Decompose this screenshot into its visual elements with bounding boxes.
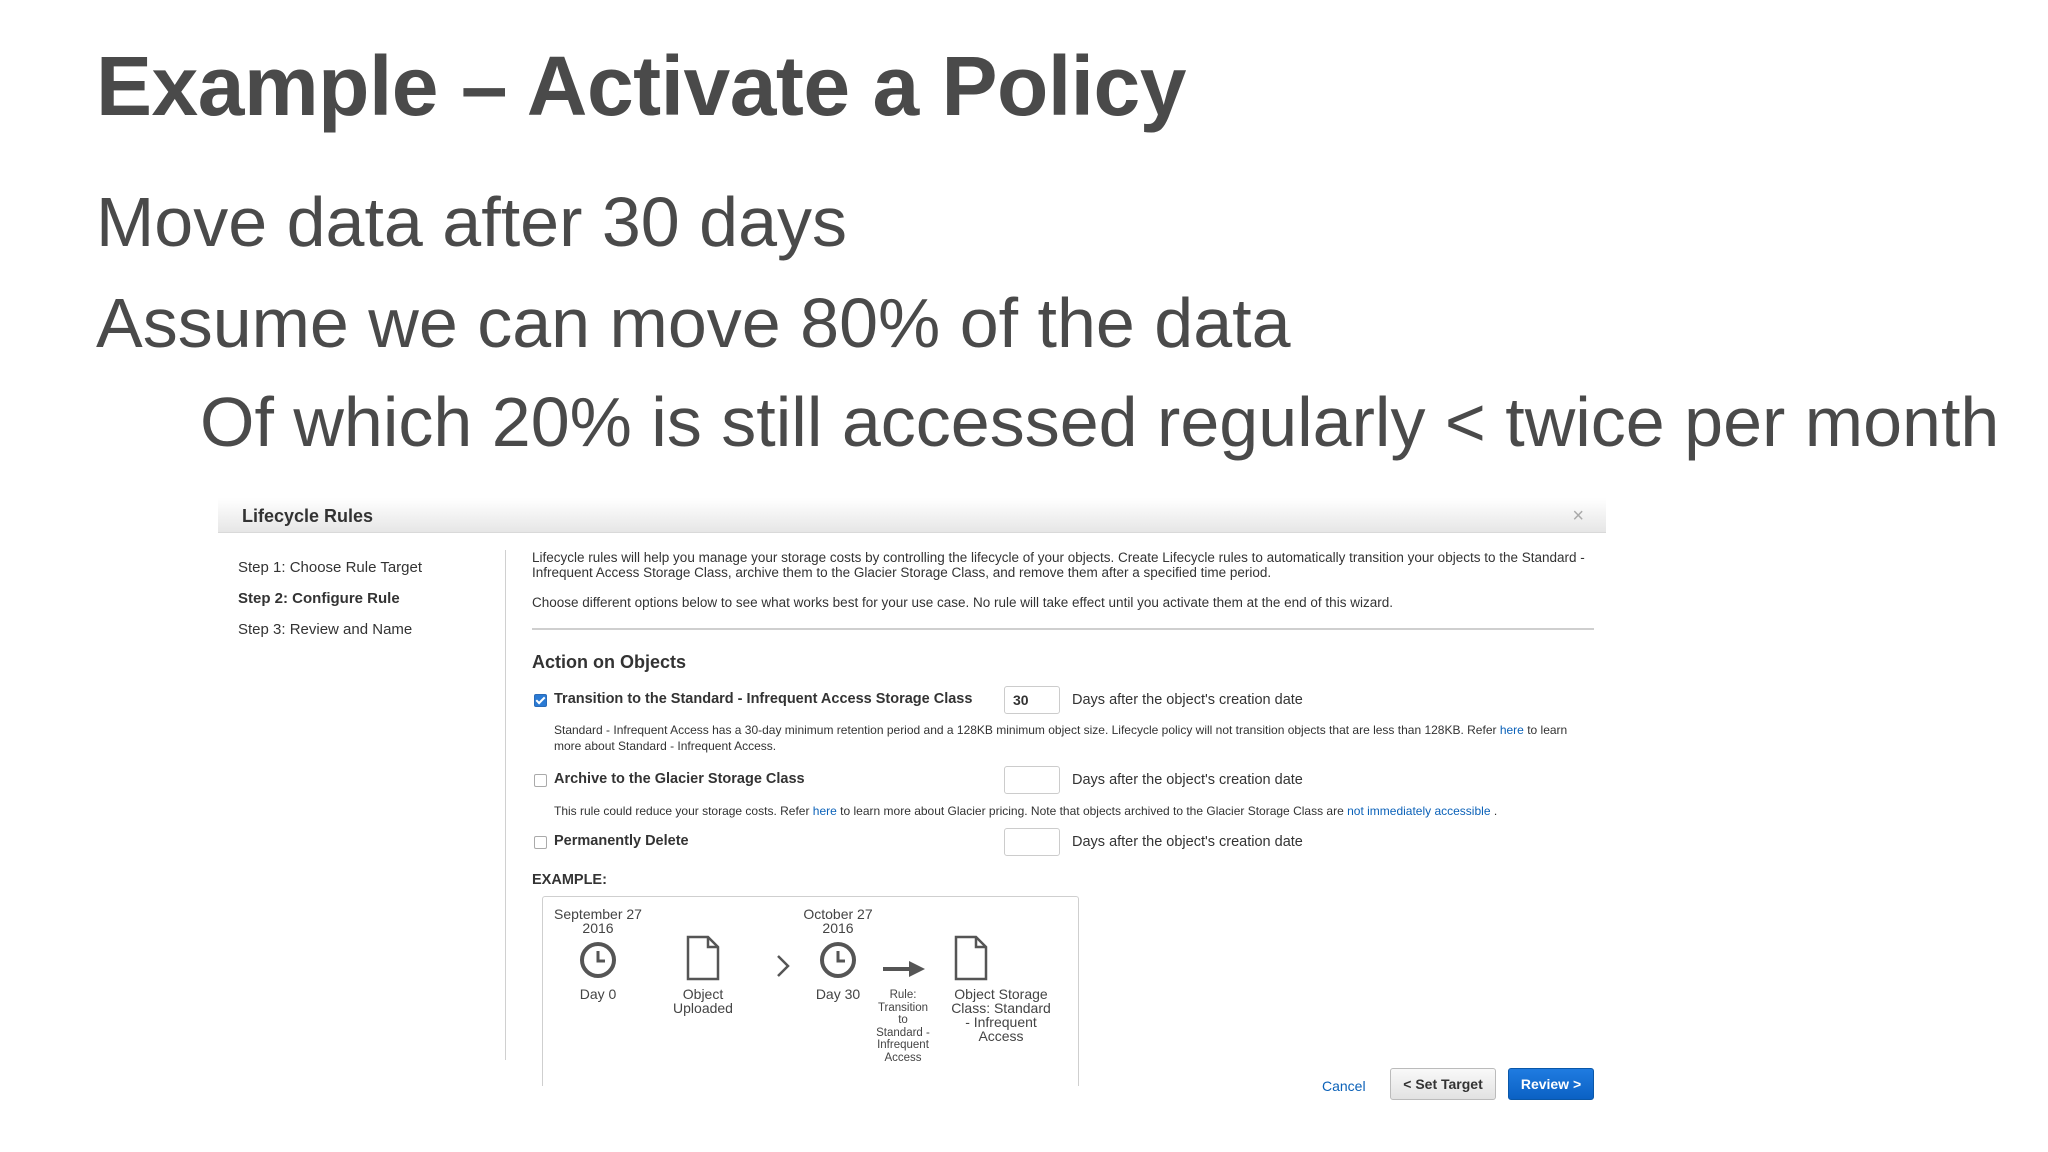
storage-line-1: Object Storage — [954, 986, 1048, 1002]
archive-here-link[interactable]: here — [812, 804, 837, 818]
set-target-button[interactable]: < Set Target — [1390, 1068, 1496, 1100]
archive-desc-text-mid: to learn more about Glacier pricing. Note that objects archived to the Glacier Storage Class are — [836, 804, 1348, 818]
bullet-assume-80: Assume we can move 80% of the data — [96, 284, 1291, 362]
lifecycle-rules-dialog — [218, 498, 1606, 1138]
arrow-right-icon — [881, 959, 927, 979]
bullet-sub-20: Of which 20% is still accessed regularly < twice per month — [200, 383, 2000, 461]
rule-line-3: to — [898, 1014, 908, 1026]
rule-transition-label — [863, 989, 943, 1064]
clock-icon-2 — [819, 941, 857, 979]
storage-line-3: - Infrequent — [965, 1014, 1037, 1030]
archive-desc-text: This rule could reduce your storage costs. Refer — [554, 804, 813, 818]
transition-days-text: Days after the object's creation date — [1072, 692, 1303, 708]
configure-rule-panel — [532, 550, 1594, 1064]
archive-days-text: Days after the object's creation date — [1072, 772, 1303, 788]
transition-desc-text: Standard - Infrequent Access has a 30-day minimum retention period and a 128KB minimum object size. Lifecycle policy will not transition objects that are less than 128KB. Refer — [554, 723, 1500, 737]
example-timeline — [542, 896, 1079, 1086]
close-icon[interactable]: × — [1572, 505, 1584, 527]
action-on-objects-heading: Action on Objects — [532, 652, 687, 672]
object-uploaded-line1: Object — [682, 986, 724, 1002]
example-heading: EXAMPLE: — [532, 872, 607, 888]
object-uploaded-line2: Uploaded — [673, 1000, 733, 1016]
archive-label: Archive to the Glacier Storage Class — [554, 771, 805, 787]
delete-checkbox[interactable] — [534, 836, 547, 849]
archive-description — [554, 803, 1594, 819]
step-review-and-name[interactable]: Step 3: Review and Name — [238, 621, 413, 638]
rule-line-6: Access — [884, 1051, 922, 1064]
object-storage-class-label — [941, 987, 1061, 1043]
bullet-move-data: Move data after 30 days — [96, 183, 847, 261]
date-september-line1: September 27 — [554, 906, 642, 922]
rule-line-4: Standard - — [876, 1026, 930, 1039]
clock-icon — [579, 941, 617, 979]
storage-line-2: Class: Standard — [951, 1000, 1051, 1016]
object-uploaded-label — [648, 987, 758, 1015]
day-30-label: Day 30 — [815, 986, 861, 1002]
day-0-label: Day 0 — [579, 986, 617, 1002]
transition-here-link[interactable]: here — [1499, 723, 1524, 737]
rule-line-2: Transition — [877, 1001, 929, 1014]
intro-text-2: Choose different options below to see what works best for your use case. No rule will take effect until you activate them at the end of this wizard. — [532, 595, 1393, 610]
delete-days-text: Days after the object's creation date — [1072, 834, 1303, 850]
document-icon — [685, 935, 721, 981]
transition-desc-text-end: to learn more about Standard - Infrequent Access. — [554, 723, 1568, 753]
archive-option — [532, 766, 1594, 794]
rule-line-5: Infrequent — [877, 1039, 929, 1051]
archive-days-input[interactable] — [1004, 766, 1060, 794]
date-september-line2: 2016 — [582, 920, 614, 936]
date-october-line2: 2016 — [822, 920, 854, 936]
archive-desc-text-end: . — [1490, 804, 1498, 818]
transition-description — [554, 722, 1594, 754]
wizard-steps — [238, 558, 498, 651]
slide-title: Example – Activate a Policy — [96, 39, 1186, 133]
chevron-right-icon — [775, 953, 791, 979]
document-icon-2 — [953, 935, 989, 981]
delete-days-input[interactable] — [1004, 828, 1060, 856]
vertical-divider — [505, 550, 506, 1060]
rule-line-1: Rule: — [889, 989, 917, 1001]
dialog-header — [218, 498, 1606, 533]
date-october — [783, 907, 893, 935]
step-configure-rule[interactable]: Step 2: Configure Rule — [238, 590, 400, 607]
transition-days-input[interactable] — [1004, 686, 1060, 714]
not-immediately-accessible-link[interactable]: not immediately accessible — [1347, 804, 1491, 818]
transition-option — [532, 686, 1594, 714]
archive-checkbox[interactable] — [534, 774, 547, 787]
transition-label: Transition to the Standard - Infrequent Access Storage Class — [554, 691, 973, 707]
dialog-title: Lifecycle Rules — [242, 506, 374, 526]
step-choose-rule-target[interactable]: Step 1: Choose Rule Target — [238, 559, 423, 576]
storage-line-4: Access — [978, 1028, 1024, 1044]
date-october-line1: October 27 — [803, 906, 873, 922]
delete-option — [532, 828, 1594, 856]
review-button[interactable]: Review > — [1508, 1068, 1594, 1100]
horizontal-divider — [532, 628, 1594, 630]
transition-checkbox[interactable] — [534, 694, 547, 707]
cancel-button[interactable]: Cancel — [1322, 1078, 1366, 1094]
intro-text: Lifecycle rules will help you manage your storage costs by controlling the lifecycle of your objects. Create Lifecycle rules to automatically transition your objects to the Standard - Infrequent Access Storage Class, archive them to the Glacier Storage Class, and remove them after a specified time period. — [532, 550, 1585, 580]
date-september — [543, 907, 653, 935]
delete-label: Permanently Delete — [554, 833, 689, 849]
